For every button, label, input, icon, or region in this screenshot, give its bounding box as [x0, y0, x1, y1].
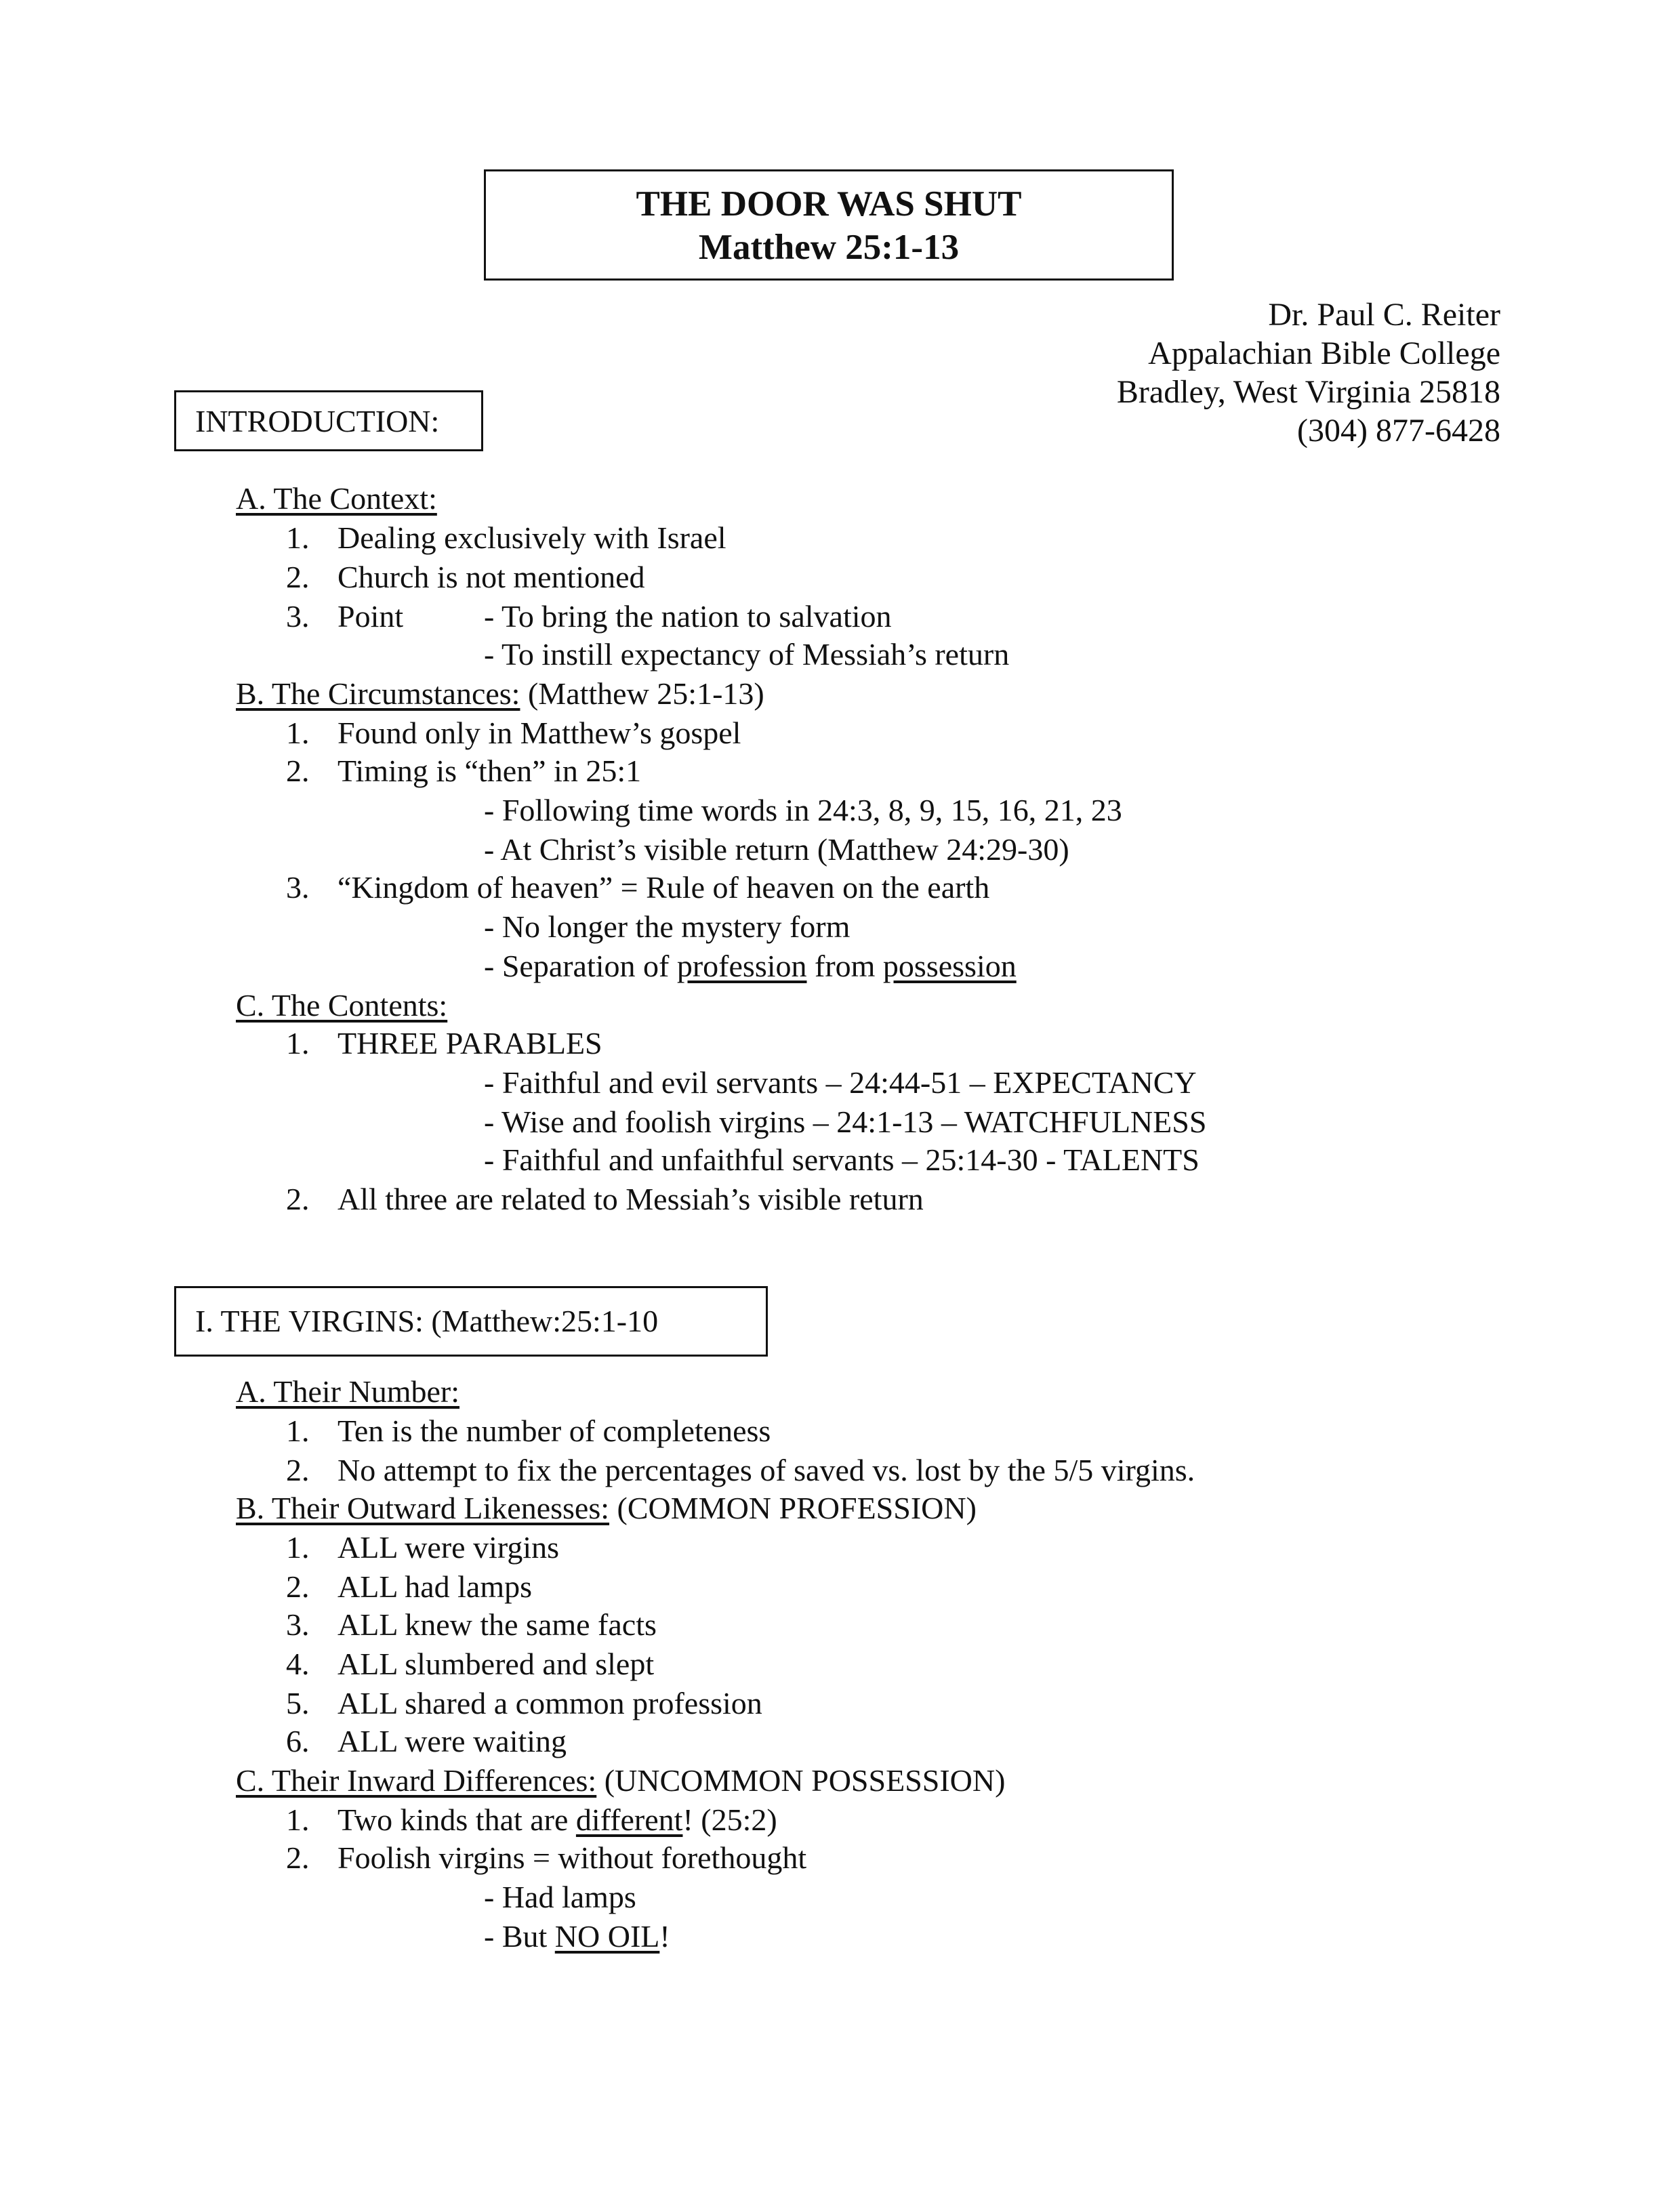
- intro-b-item-2: 2. Timing is “then” in 25:1: [286, 754, 642, 788]
- intro-b-item-3-sub-2: - Separation of profession from possession: [484, 949, 1017, 983]
- section-1-heading: I. THE VIRGINS: (Matthew:25:1-10: [174, 1286, 768, 1357]
- section-1-b-heading: B. Their Outward Likenesses: (COMMON PROFESSION): [236, 1491, 977, 1525]
- section-1-b-item-4: 4. ALL slumbered and slept: [286, 1647, 655, 1681]
- section-1-c-heading: C. Their Inward Differences: (UNCOMMON POSSESSION): [236, 1763, 1006, 1798]
- intro-b-item-3-sub-1: - No longer the mystery form: [484, 909, 851, 944]
- intro-c-item-1-sub-1: - Faithful and evil servants – 24:44-51 – EXPECTANCY: [484, 1065, 1197, 1100]
- author-address: Bradley, West Virginia 25818: [1116, 374, 1500, 410]
- title-box: [484, 169, 1174, 281]
- intro-c-item-2: 2. All three are related to Messiah’s visible return: [286, 1182, 924, 1216]
- section-1-b-item-3: 3. ALL knew the same facts: [286, 1607, 657, 1642]
- section-1-c-item-2-sub-1: - Had lamps: [484, 1880, 636, 1914]
- introduction-heading: INTRODUCTION:: [174, 390, 483, 451]
- intro-a-item-2: 2. Church is not mentioned: [286, 560, 645, 594]
- author-block: [1117, 295, 1500, 450]
- document-title: THE DOOR WAS SHUT: [636, 184, 1022, 224]
- intro-c-item-1-sub-3: - Faithful and unfaithful servants – 25:14-30 - TALENTS: [484, 1142, 1200, 1177]
- author-phone: (304) 877-6428: [1297, 413, 1500, 449]
- section-1-a-heading: A. Their Number:: [236, 1374, 460, 1409]
- intro-a-item-3-sub-2: - To instill expectancy of Messiah’s return: [484, 637, 1010, 672]
- intro-b-heading: B. The Circumstances: (Matthew 25:1-13): [236, 676, 764, 711]
- intro-b-item-2-sub-2: - At Christ’s visible return (Matthew 24:29-30): [484, 832, 1069, 867]
- section-1-b-item-5: 5. ALL shared a common profession: [286, 1686, 762, 1720]
- section-1-b-item-6: 6. ALL were waiting: [286, 1724, 567, 1758]
- intro-c-heading: C. The Contents:: [236, 988, 448, 1023]
- scripture-reference: Matthew 25:1-13: [698, 228, 960, 267]
- section-1-b-item-2: 2. ALL had lamps: [286, 1569, 533, 1604]
- section-1-b-item-1: 1. ALL were virgins: [286, 1530, 560, 1565]
- intro-b-item-3: 3. “Kingdom of heaven” = Rule of heaven on the earth: [286, 870, 990, 905]
- intro-a-heading: A. The Context:: [236, 481, 437, 516]
- author-institution: Appalachian Bible College: [1148, 335, 1500, 371]
- intro-b-item-2-sub-1: - Following time words in 24:3, 8, 9, 15, 16, 21, 23: [484, 793, 1122, 827]
- intro-a-item-1: 1. Dealing exclusively with Israel: [286, 520, 726, 555]
- author-name: Dr. Paul C. Reiter: [1268, 297, 1500, 333]
- section-1-c-item-1: 1. Two kinds that are different! (25:2): [286, 1802, 777, 1837]
- section-1-c-item-2: 2. Foolish virgins = without forethought: [286, 1840, 807, 1875]
- section-1-a-item-1: 1. Ten is the number of completeness: [286, 1413, 771, 1448]
- intro-a-item-3: 3. Point - To bring the nation to salvation: [286, 599, 892, 634]
- intro-c-item-1-sub-2: - Wise and foolish virgins – 24:1-13 – WATCHFULNESS: [484, 1105, 1207, 1139]
- section-1-a-item-2: 2. No attempt to fix the percentages of saved vs. lost by the 5/5 virgins.: [286, 1453, 1195, 1487]
- intro-c-item-1: 1. THREE PARABLES: [286, 1026, 602, 1060]
- intro-b-item-1: 1. Found only in Matthew’s gospel: [286, 716, 741, 750]
- section-1-c-item-2-sub-2: - But NO OIL!: [484, 1919, 670, 1954]
